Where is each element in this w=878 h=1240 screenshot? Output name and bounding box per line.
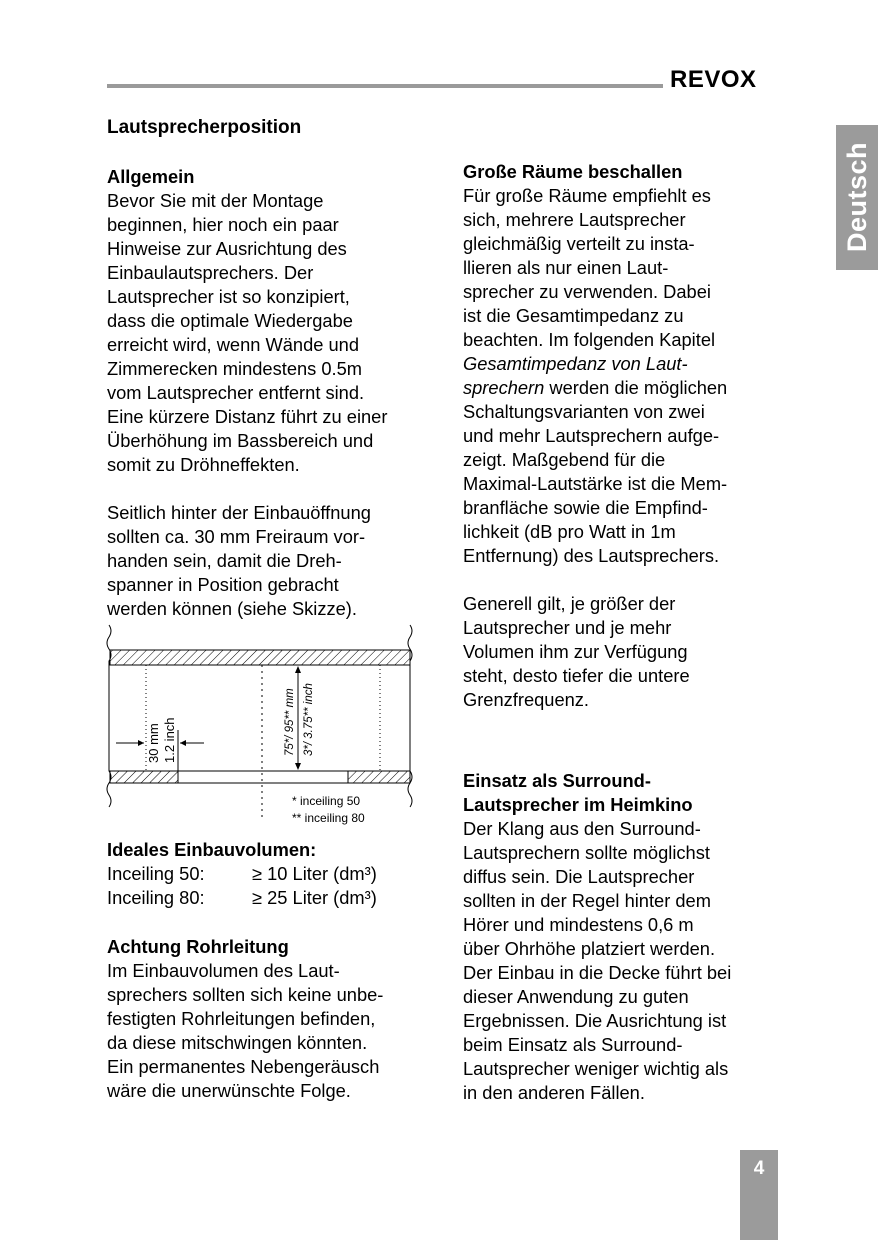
text-line: Seitlich hinter der Einbauöffnung xyxy=(107,502,371,523)
section-heading-ideal: Ideales Einbauvolumen: xyxy=(107,839,317,860)
text-line: sollten ca. 30 mm Freiraum vor- xyxy=(107,526,366,547)
section-heading-allgemein: Allgemein xyxy=(107,166,195,187)
note-inceiling-50: * inceiling 50 xyxy=(292,794,361,808)
text-line: Volumen ihm zur Verfügung xyxy=(463,641,688,662)
section-heading-surround: Einsatz als Surround- xyxy=(463,770,651,791)
text-line: Ein permanentes Nebengeräusch xyxy=(107,1056,380,1077)
text-line: Im Einbauvolumen des Laut- xyxy=(107,960,340,981)
text-line: diffus sein. Die Lautsprecher xyxy=(463,866,695,887)
text-line: spanner in Position gebracht xyxy=(107,574,339,595)
text-line: Der Klang aus den Surround- xyxy=(463,818,701,839)
text-line: vom Lautsprecher entfernt sind. xyxy=(107,382,365,403)
text-line: lichkeit (dB pro Watt in 1m xyxy=(463,521,676,542)
text-line: wäre die unerwünschte Folge. xyxy=(107,1080,351,1101)
note-inceiling-80: ** inceiling 80 xyxy=(292,811,365,825)
header-rule xyxy=(107,84,663,88)
page-title: Lautsprecherposition xyxy=(107,117,302,138)
text-line: Bevor Sie mit der Montage xyxy=(107,190,324,211)
volume-value: ≥ 10 Liter (dm³) xyxy=(252,863,377,884)
text-line: Generell gilt, je größer der xyxy=(463,593,676,614)
text-line: sollten in der Regel hinter dem xyxy=(463,890,711,911)
text-line: Lautsprecher weniger wichtig als xyxy=(463,1058,729,1079)
text-line: steht, desto tiefer die untere xyxy=(463,665,690,686)
installation-sketch xyxy=(100,620,420,830)
text-fragment: werden die möglichen xyxy=(544,377,728,398)
text-line: Schaltungsvarianten von zwei xyxy=(463,401,705,422)
text-line: dass die optimale Wiedergabe xyxy=(107,310,353,331)
text-line: Ergebnissen. Die Ausrichtung ist xyxy=(463,1010,727,1031)
text-line: festigten Rohrleitungen befinden, xyxy=(107,1008,376,1029)
text-line: beim Einsatz als Surround- xyxy=(463,1034,683,1055)
text-line: und mehr Lautsprechern aufge- xyxy=(463,425,720,446)
text-line: zeigt. Maßgebend für die xyxy=(463,449,666,470)
chapter-reference: Gesamtimpedanz von Laut- xyxy=(463,353,688,374)
text-line xyxy=(463,352,793,376)
volume-value: ≥ 25 Liter (dm³) xyxy=(252,887,377,908)
text-line: Überhöhung im Bassbereich und xyxy=(107,430,374,451)
left-column xyxy=(107,165,427,621)
text-line: beginnen, hier noch ein paar xyxy=(107,214,339,235)
text-line: sprechers sollten sich keine unbe- xyxy=(107,984,384,1005)
text-line: Grenzfrequenz. xyxy=(463,689,590,710)
text-line: beachten. Im folgenden Kapitel xyxy=(463,329,716,350)
volume-row xyxy=(107,862,427,886)
text-line: gleichmäßig verteilt zu insta- xyxy=(463,233,695,254)
text-line: Lautsprechern sollte möglichst xyxy=(463,842,710,863)
dim-depth-inch: 3*/ 3.75** inch xyxy=(303,683,315,756)
text-line: Einbaulautsprechers. Der xyxy=(107,262,314,283)
text-line: sprecher zu verwenden. Dabei xyxy=(463,281,711,302)
text-line: Eine kürzere Distanz führt zu einer xyxy=(107,406,388,427)
text-line: llieren als nur einen Laut- xyxy=(463,257,669,278)
text-line: handen sein, damit die Dreh- xyxy=(107,550,342,571)
text-line: erreicht wird, wenn Wände und xyxy=(107,334,360,355)
language-tab-label: Deutsch xyxy=(841,142,872,253)
text-line: werden können (siehe Skizze). xyxy=(107,598,357,619)
text-line xyxy=(463,376,793,400)
text-line: Lautsprecher ist so konzipiert, xyxy=(107,286,350,307)
text-line: sich, mehrere Lautsprecher xyxy=(463,209,686,230)
text-line: Lautsprecher und je mehr xyxy=(463,617,672,638)
text-line: branfläche sowie die Empfind- xyxy=(463,497,708,518)
text-line: dieser Anwendung zu guten xyxy=(463,986,689,1007)
text-line: über Ohrhöhe platziert werden. xyxy=(463,938,716,959)
page-number: 4 xyxy=(753,1158,765,1179)
text-line: Maximal-Lautstärke ist die Mem- xyxy=(463,473,728,494)
text-line: somit zu Dröhneffekten. xyxy=(107,454,300,475)
text-line: Entfernung) des Lautsprechers. xyxy=(463,545,720,566)
language-tab xyxy=(836,125,878,270)
text-line: in den anderen Fällen. xyxy=(463,1082,645,1103)
section-heading-rohr: Achtung Rohrleitung xyxy=(107,936,289,957)
dim-side-mm: 30 mm xyxy=(146,723,161,763)
revox-logo: REVOX xyxy=(670,66,757,93)
text-line: Zimmerecken mindestens 0.5m xyxy=(107,358,363,379)
pipe-warning-section xyxy=(107,935,427,1103)
page-number-tab xyxy=(740,1150,778,1240)
dim-side-inch: 1.2 inch xyxy=(162,717,177,763)
text-line: Hinweise zur Ausrichtung des xyxy=(107,238,347,259)
volume-row xyxy=(107,886,427,910)
ideal-volume-section xyxy=(107,838,427,910)
volume-label: Inceiling 50: xyxy=(107,863,205,884)
text-line: Der Einbau in die Decke führt bei xyxy=(463,962,732,983)
text-line: da diese mitschwingen könnten. xyxy=(107,1032,368,1053)
text-line: ist die Gesamtimpedanz zu xyxy=(463,305,684,326)
chapter-reference: sprechern xyxy=(463,377,545,398)
right-column xyxy=(463,160,793,1105)
section-heading-surround-2: Lautsprecher im Heimkino xyxy=(463,794,693,815)
section-heading-gross: Große Räume beschallen xyxy=(463,161,683,182)
text-line: Für große Räume empfiehlt es xyxy=(463,185,711,206)
text-line: Hörer und mindestens 0,6 m xyxy=(463,914,694,935)
dim-depth-mm: 75*/ 95** mm xyxy=(284,688,296,756)
volume-label: Inceiling 80: xyxy=(107,887,205,908)
